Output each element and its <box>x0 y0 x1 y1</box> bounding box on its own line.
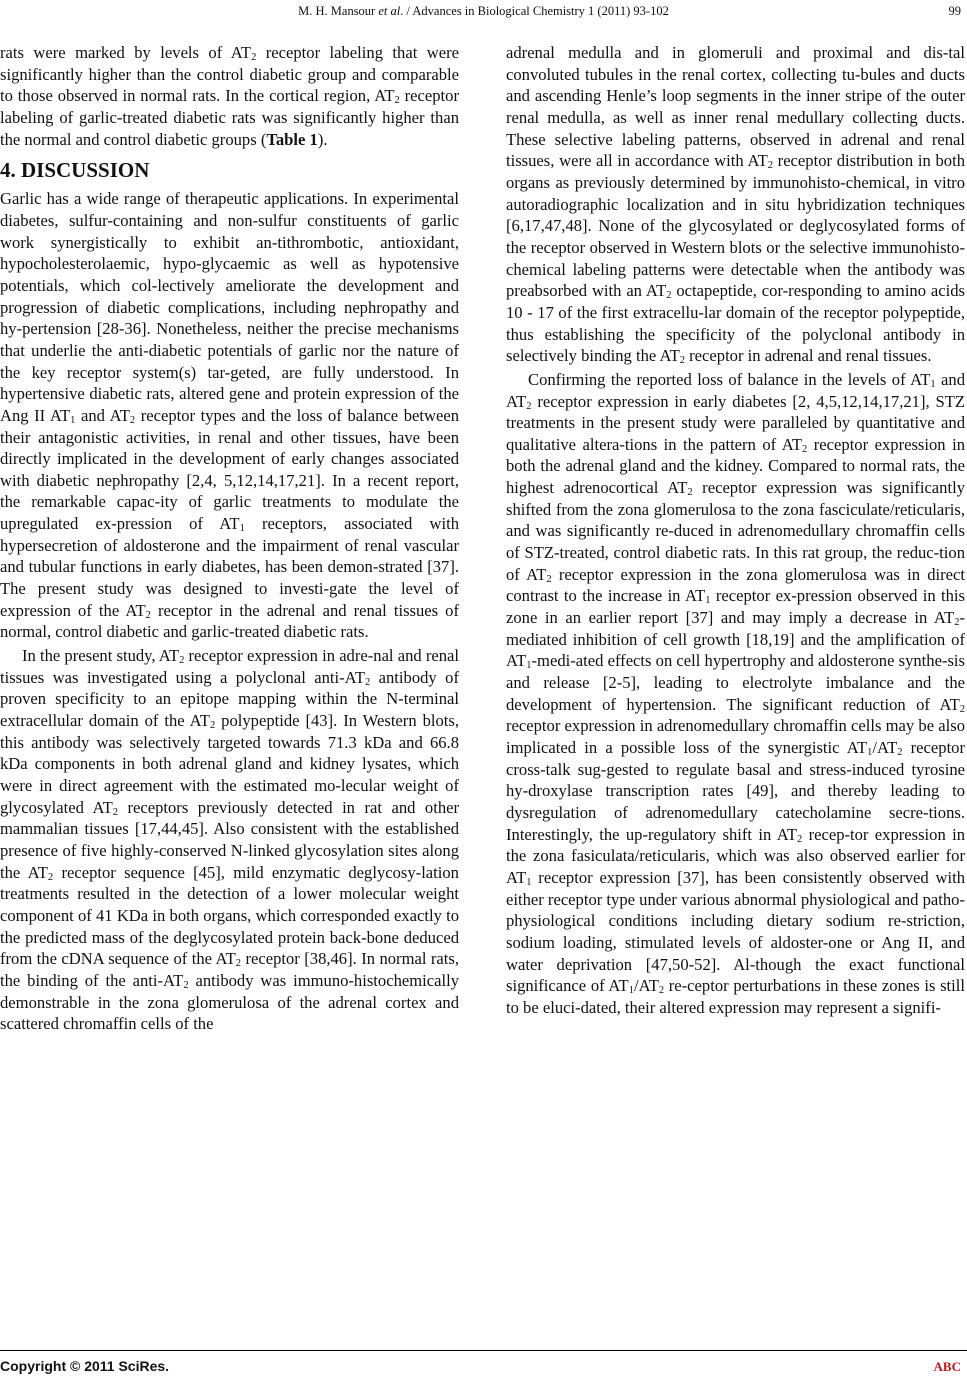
running-head <box>0 4 967 22</box>
running-head-journal: . / Advances in Biological Chemistry 1 (2011) 93-102 <box>400 4 669 18</box>
copyright-notice: Copyright © 2011 SciRes. <box>0 1358 170 1374</box>
running-head-title <box>0 4 967 19</box>
journal-logo: ABC <box>933 1359 961 1374</box>
paragraph-discussion-3: Confirming the reported loss of balance in the levels of $AT_1$ and $AT_2$ receptor expression in early diabetes [2, 4,5,12,14,17,21], STZ treatments in the present study were paralleled by quantitative and qualitative altera-tions in the pattern of $AT_2$ receptor expression in both the adrenal gland and the kidney. Compared to normal rats, the highest adrenocortical $AT_2$ receptor expression was significantly shifted from the zona glomerulosa to the zona fasciculate/reticularis, and was significantly re-duced in adrenomedullary chromaffin cells of STZ-treated, control diabetic rats. In this rat group, the reduc-tion of $AT_2$ receptor expression in the zona glomerulosa was in direct contrast to the increase in $AT_1$ receptor ex-pression observed in this zone in an earlier report [37] and may imply a decrease in $AT_2$-mediated inhibition of cell growth [18,19] and the amplification of $AT_1-medi$-ated effects on cell hypertrophy and aldosterone synthe-sis and release [2-5], leading to electrolyte imbalance and the development of hypertension. The significant reduction of $AT_2$ receptor expression in adrenomedullary chromaffin cells may be also implicated in a possible loss of the synergistic $AT_1/AT_2$ receptor cross-talk sug-gested to regulate basal and stress-induced tyrosine hy-droxylase transcription rates [49], and thereby leading to dysregulation of adrenomedullary catecholamine secre-tions. Interestingly, the up-regulatory shift in $AT_2$ recep-tor expression in the zona fasiculata/reticularis, which was also observed earlier for $AT_1$ receptor expression [37], has been consistently observed with either receptor type under various abnormal physiological and patho-physiological conditions including dietary sodium re-striction, sodium loading, stimulated levels of aldoster-one or Ang II, and water deprivation [47,50-52]. Al-though the exact functional significance of $AT_1/AT_2$ re-ceptor perturbations in these zones is still to be eluci-dated, their altered expression may represent a signifi- <box>506 369 966 1017</box>
page-number: 99 <box>948 4 961 18</box>
right-column <box>506 42 965 1019</box>
paragraph-discussion-2-cont: adrenal medulla and in glomeruli and proximal and dis-tal convoluted tubules in the renal cortex, collecting tu-bules and ducts and ascending Henle’s loop segments in the inner stripe of the outer renal medulla, as well as inner renal medullary collecting ducts. These selective labeling patterns, observed in adrenal and renal tissues, were all in accordance with $AT_2$ receptor distribution in both organs as previously determined by immunohisto-chemical, in vitro autoradiographic localization and in situ hybridization techniques [6,17,47,48]. None of the glycosylated or deglycosylated forms of the receptor observed in Western blots or the selective immunohisto-chemical labeling patterns were detectable when the antibody was preabsorbed with an $AT_2$ octapeptide, cor-responding to amino acids 10 - 17 of the first extracellu-lar domain of the receptor polypeptide, thus establishing the specificity of the polyclonal antibody in selectively binding the $AT_2$ receptor in adrenal and renal tissues. <box>506 43 966 367</box>
table-reference: Table 1 <box>266 129 318 149</box>
section-heading: 4. DISCUSSION <box>0 158 150 183</box>
paragraph-discussion-2: In the present study, $AT_2$ receptor expression in adre-nal and renal tissues was investigated using a polyclonal anti-$AT_2$ antibody of proven specificity to an epitope mapping within the N-terminal extracellular domain of the $AT_2$ polypeptide [43]. In Western blots, this antibody was selectively targeted towards 71.3 kDa and 66.8 kDa components in both adrenal gland and kidney lysates, which were in direct agreement with the estimated mo-lecular weight of glycosylated $AT_2$ receptors previously detected in rat and other mammalian tissues [17,44,45]. Also consistent with the established presence of five highly-conserved N-linked glycosylation sites along the $AT_2$ receptor sequence [45], mild enzymatic deglycosy-lation treatments resulted in the detection of a lower molecular weight component of 41 KDa in both organs, which corresponded exactly to the predicted mass of the deglycosylated protein back-bone deduced from the cDNA sequence of the $AT_2$ receptor [38,46]. In normal rats, the binding of the anti-$AT_2$ antibody was immuno-histochemically demonstrable in the zona glomerulosa of the adrenal cortex and scattered chromaffin cells of the <box>0 646 460 1034</box>
footer-rule <box>0 1350 967 1351</box>
paragraph-discussion-1: Garlic has a wide range of therapeutic applications. In experimental diabetes, sulfur-containing and non-sulfur constituents of garlic work synergistically to exhibit an-tithrombotic, antioxidant, hypocholesterolaemic, hypo-glycaemic as well as hypotensive potentials, which col-lectively ameliorate the development and progression of diabetic complications, including nephropathy and hy-pertension [28-36]. Nonetheless, neither the precise mechanisms that underlie the anti-diabetic potentials of garlic nor the nature of the key receptor system(s) tar-geted, are fully understood. In hypertensive diabetic rats, altered gene and protein expression of the Ang II $AT_1$ and $AT_2$ receptor types and the loss of balance between their antagonistic activities, in renal and other tissues, have been directly implicated in the development of early changes associated with diabetic nephropathy [2,4, 5,12,14,17,21]. In a recent report, the remarkable capac-ity of garlic treatments to modulate the upregulated ex-pression of $AT_1$ receptors, associated with hypersecretion of aldosterone and the impairment of renal vascular and tubular functions in early diabetes, has been demon-strated [37]. The present study was designed to investi-gate the level of expression of the $AT_2$ receptor in the adrenal and renal tissues of normal, control diabetic and garlic-treated diabetic rats. <box>0 189 460 642</box>
running-head-etal: et al <box>378 4 401 18</box>
running-head-authors: M. H. Mansour <box>298 4 379 18</box>
left-column <box>0 42 459 1035</box>
paragraph-results-end: rats were marked by levels of $AT_2$ receptor labeling that were significantly higher than the control diabetic group and comparable to those observed in normal rats. In the cortical region, $AT_2$ receptor labeling of garlic-treated diabetic rats was significantly higher than the normal and control diabetic groups (Table 1). <box>0 43 459 149</box>
